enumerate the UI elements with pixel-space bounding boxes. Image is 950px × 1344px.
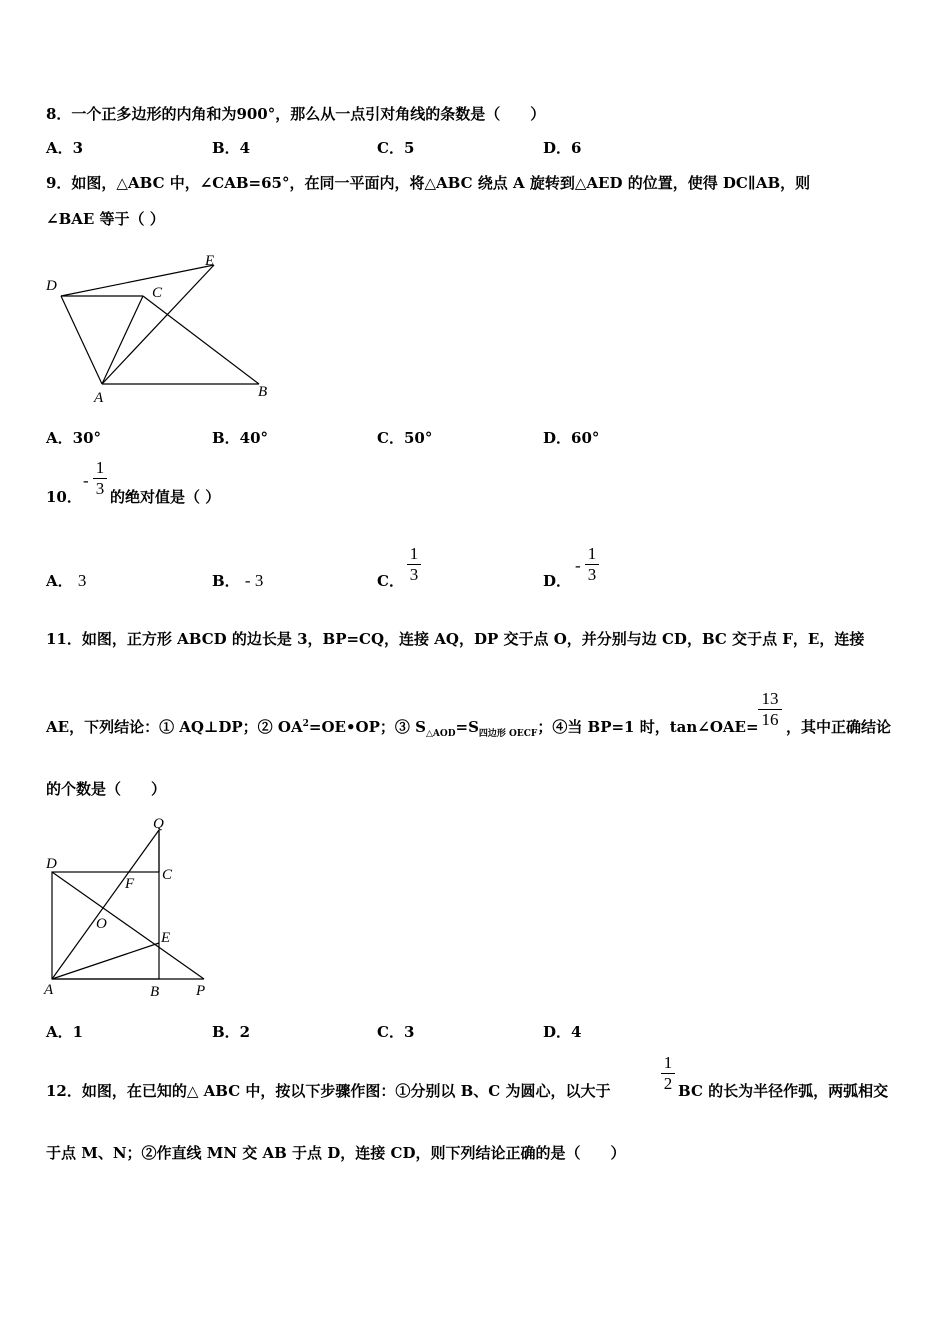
q10-option-a-label: A． xyxy=(46,572,73,590)
q11-label-o: O xyxy=(96,916,107,932)
q11-stem2-part1: AE，下列结论：① AQ⊥DP；② OA xyxy=(46,718,303,736)
q10-option-c-fraction xyxy=(407,544,421,585)
q10-frac-num: 1 xyxy=(95,458,105,477)
q11-tan-den: 16 xyxy=(761,710,779,729)
q12-stem-line1-part1: 12．如图，在已知的△ ABC 中，按以下步骤作图：①分别以 B、C 为圆心，以大于 xyxy=(46,1082,611,1100)
q11-option-a: A．1 xyxy=(46,1023,84,1041)
q11-stem-line1: 11．如图，正方形 ABCD 的边长是 3，BP=CQ，连接 AQ，DP 交于点 O，并分别与边 CD，BC 交于点 F，E，连接 xyxy=(46,630,865,648)
q10-minus: - xyxy=(83,471,89,490)
q9-label-a: A xyxy=(94,390,104,406)
q8-option-a: A．3 xyxy=(46,139,84,157)
q11-tan-fraction xyxy=(758,689,782,730)
q11-option-b: B．2 xyxy=(212,1023,251,1041)
q11-label-b: B xyxy=(150,984,160,1000)
q11-stem2-tail: ，其中正确结论 xyxy=(786,718,892,736)
q8-option-c: C．5 xyxy=(377,139,415,157)
q12-stem-line1-part2: BC 的长为半径作弧，两弧相交 xyxy=(678,1082,889,1100)
q8-stem: 8．一个正多边形的内角和为900°，那么从一点引对角线的条数是（ ） xyxy=(46,105,546,123)
q11-label-a: A xyxy=(44,982,54,998)
q11-stem-line2 xyxy=(46,716,759,739)
q10-option-c-num: 1 xyxy=(409,544,419,563)
q9-option-b: B．40° xyxy=(212,429,269,447)
q11-option-c: C．3 xyxy=(377,1023,415,1041)
q10-option-a xyxy=(46,570,86,591)
q11-stem2-sub2: 四边形 OECF xyxy=(478,729,538,739)
q11-label-p: P xyxy=(196,983,206,999)
q10-option-b-value: - 3 xyxy=(244,571,264,590)
q11-figure xyxy=(40,810,220,1000)
q10-option-b-label: B． xyxy=(212,572,240,590)
q11-label-q: Q xyxy=(153,816,164,832)
q8-option-d: D．6 xyxy=(543,139,582,157)
q10-stem-tail: 的绝对值是（ ） xyxy=(110,488,221,506)
q11-label-e: E xyxy=(161,930,171,946)
q11-stem2-sup: 2 xyxy=(302,719,309,729)
q10-option-d-fraction xyxy=(585,544,599,585)
q11-stem2-part3: =S xyxy=(455,718,479,736)
q9-label-b: B xyxy=(258,384,268,400)
q11-stem2-part4: ；④当 BP=1 时，tan∠OAE= xyxy=(537,718,759,736)
q10-option-c-label: C． xyxy=(377,572,404,590)
q11-tan-num: 13 xyxy=(761,689,779,708)
q11-stem2-part2: =OE•OP；③ S xyxy=(308,718,426,736)
q12-stem-line2: 于点 M、N；②作直线 MN 交 AB 于点 D，连接 CD，则下列结论正确的是（ ） xyxy=(46,1144,626,1162)
q12-frac-den: 2 xyxy=(663,1074,673,1093)
q11-label-c: C xyxy=(162,867,173,883)
q11-option-d: D．4 xyxy=(543,1023,582,1041)
q10-option-d-label: D． xyxy=(543,572,572,590)
q10-option-a-value: 3 xyxy=(77,571,87,590)
q10-option-d-minus: - xyxy=(575,556,581,575)
q10-frac-den: 3 xyxy=(95,479,105,498)
q10-fraction xyxy=(93,458,107,499)
q11-label-f: F xyxy=(125,876,135,892)
q9-option-d: D．60° xyxy=(543,429,600,447)
q12-fraction xyxy=(661,1053,675,1094)
q10-number: 10． xyxy=(46,488,82,506)
q10-option-d-num: 1 xyxy=(587,544,597,563)
q11-stem-line3: 的个数是（ ） xyxy=(46,780,167,798)
q10-option-c-den: 3 xyxy=(409,565,419,584)
q12-frac-num: 1 xyxy=(663,1053,673,1072)
q9-stem-line2: ∠BAE 等于（ ） xyxy=(46,210,165,228)
q11-label-d: D xyxy=(46,856,57,872)
q9-option-a: A．30° xyxy=(46,429,102,447)
q10-option-b xyxy=(212,570,263,591)
q9-option-c: C．50° xyxy=(377,429,433,447)
q11-stem2-sub1: △AOD xyxy=(425,729,456,739)
q9-label-c: C xyxy=(152,285,163,301)
q9-stem-line1: 9．如图，△ABC 中，∠CAB=65°，在同一平面内，将△ABC 绕点 A 旋转到△AED 的位置，使得 DC∥AB，则 xyxy=(46,174,811,192)
q9-figure xyxy=(40,245,280,410)
q10-option-d-den: 3 xyxy=(587,565,597,584)
q8-option-b: B．4 xyxy=(212,139,251,157)
q9-label-d: D xyxy=(46,278,57,294)
q9-label-e: E xyxy=(205,253,215,269)
